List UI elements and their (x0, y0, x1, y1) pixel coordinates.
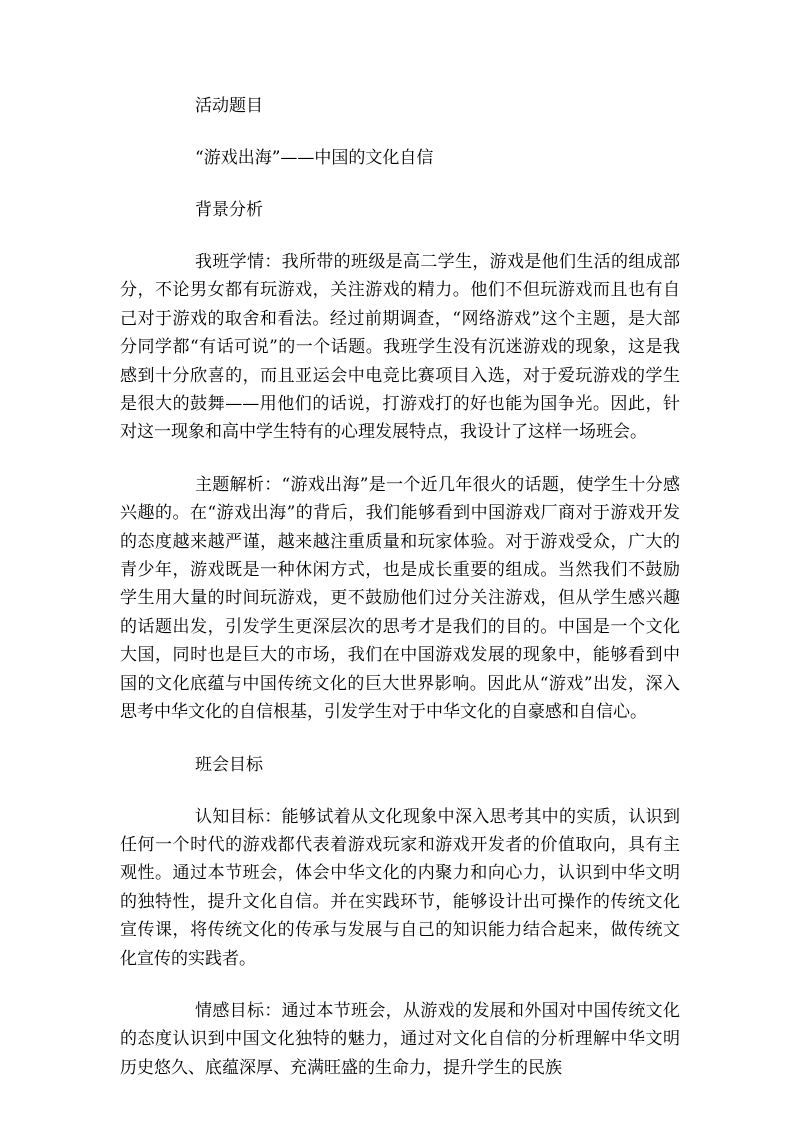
cognitive-goal-paragraph: 认知目标：能够试着从文化现象中深入思考其中的实质，认识到任何一个时代的游戏都代表着游戏玩家和游戏开发者的价值取向，具有主观性。通过本节班会，体会中华文化的内聚力和向心力，认识到中华文明的独特性，提升文化自信。并在实践环节，能够设计出可操作的传统文化宣传课，将传统文化的传承与发展与自己的知识能力结合起来，做传统文化宣传的实践者。 (120, 806, 680, 969)
activity-title-label: 活动题目 (195, 96, 263, 116)
theme-analysis-paragraph: 主题解析：“游戏出海”是一个近几年很火的话题，使学生十分感兴趣的。在“游戏出海”的背后，我们能够看到中国游戏厂商对于游戏开发的态度越来越严谨，越来越注重质量和玩家体验。对于游戏受众，广大的青少年，游戏既是一种休闲方式，也是成长重要的组成。当然我们不鼓励学生用大量的时间玩游戏，更不鼓励他们过分关注游戏，但从学生感兴趣的话题出发，引发学生更深层次的思考才是我们的目的。中国是一个文化大国，同时也是巨大的市场，我们在中国游戏发展的现象中，能够看到中国的文化底蕴与中国传统文化的巨大世界影响。因此从“游戏”出发，深入思考中华文化的自信根基，引发学生对于中华文化的自豪感和自信心。 (120, 474, 680, 723)
emotional-goal-paragraph: 情感目标：通过本节班会，从游戏的发展和外国对中国传统文化的态度认识到中国文化独特的魅力，通过对文化自信的分析理解中华文明历史悠久、底蕴深厚、充满旺盛的生命力，提升学生的民族 (120, 1000, 680, 1078)
background-heading: 背景分析 (195, 200, 263, 220)
activity-title: “游戏出海”——中国的文化自信 (195, 148, 434, 168)
class-situation-paragraph: 我班学情：我所带的班级是高二学生，游戏是他们生活的组成部分，不论男女都有玩游戏，关注游戏的精力。他们不但玩游戏而且也有自己对于游戏的取舍和看法。经过前期调查，“网络游戏”这个主题，是大部分同学都“有话可说”的一个话题。我班学生没有沉迷游戏的现象，这是我感到十分欣喜的，而且亚运会中电竞比赛项目入选，对于爱玩游戏的学生是很大的鼓舞——用他们的话说，打游戏打的好也能为国争光。因此，针对这一现象和高中学生特有的心理发展特点，我设计了这样一场班会。 (120, 252, 680, 443)
document-body (120, 92, 680, 1082)
goals-heading: 班会目标 (195, 754, 263, 775)
